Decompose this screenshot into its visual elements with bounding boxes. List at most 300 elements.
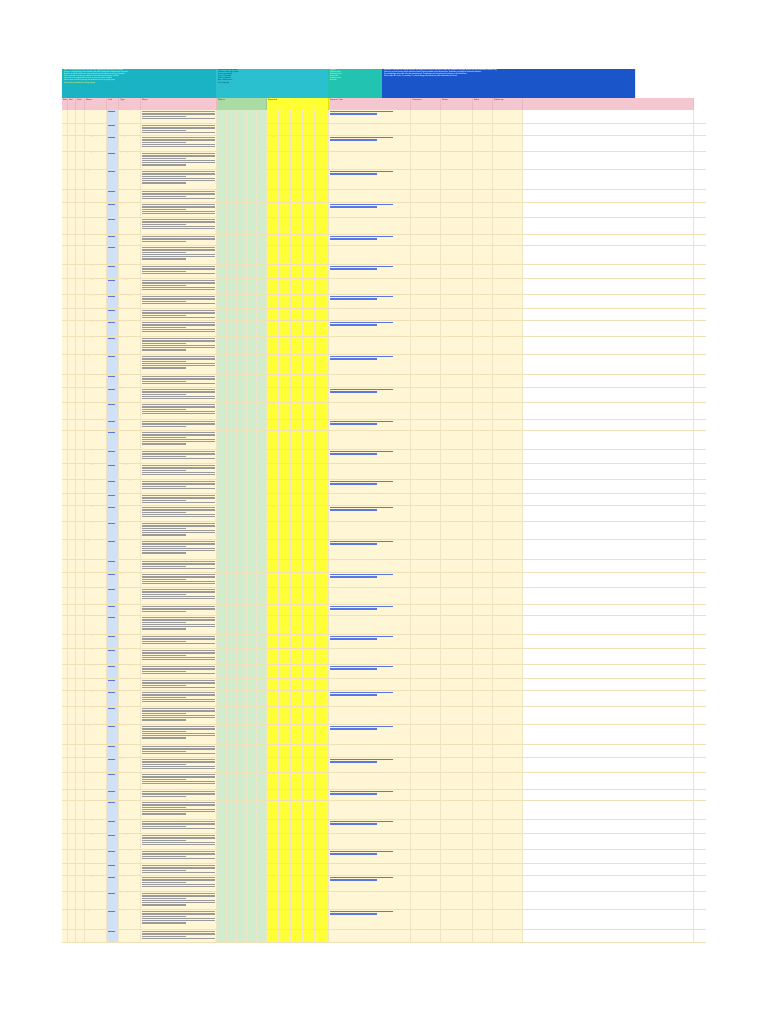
- cell-type[interactable]: Food: [119, 375, 141, 387]
- table-cell[interactable]: [411, 375, 441, 387]
- table-cell[interactable]: [291, 707, 303, 724]
- table-cell[interactable]: [315, 506, 329, 521]
- table-cell[interactable]: [76, 790, 85, 800]
- cell-status-code[interactable]: Active: [267, 864, 279, 875]
- cell-metric[interactable]: 3: [227, 480, 237, 493]
- cell-row-number[interactable]: 8: [62, 773, 68, 789]
- cell-reported[interactable]: 7: [279, 892, 291, 909]
- table-cell[interactable]: [303, 431, 315, 449]
- cell-metric[interactable]: 1: [257, 864, 267, 875]
- cell-row-number[interactable]: 6: [62, 930, 68, 942]
- cell-metric[interactable]: 1: [237, 834, 247, 849]
- cell-status[interactable]: Reference: [441, 635, 473, 648]
- cell-notes[interactable]: [141, 279, 217, 294]
- cell-metric[interactable]: 1: [227, 790, 237, 800]
- table-cell[interactable]: [473, 480, 493, 493]
- table-cell[interactable]: [523, 337, 694, 354]
- cell-status[interactable]: Reference: [441, 588, 473, 604]
- table-cell[interactable]: [411, 522, 441, 539]
- cell-notes[interactable]: [141, 152, 217, 169]
- table-cell[interactable]: [315, 679, 329, 690]
- cell-reported[interactable]: 3: [279, 309, 291, 320]
- table-cell[interactable]: [523, 679, 694, 690]
- cell-type[interactable]: Services: [119, 790, 141, 800]
- table-cell[interactable]: [411, 876, 441, 891]
- cell-status-code[interactable]: Active: [267, 170, 279, 189]
- cell-metric[interactable]: 4: [237, 820, 247, 833]
- cell-type[interactable]: Transport: [119, 910, 141, 929]
- table-cell[interactable]: [411, 707, 441, 724]
- cell-ref[interactable]: 6: [68, 540, 76, 559]
- table-cell[interactable]: [303, 649, 315, 664]
- cell-row-number[interactable]: 2: [62, 494, 68, 505]
- cell-link[interactable]: [107, 431, 119, 449]
- cell-metric[interactable]: 1: [257, 136, 267, 151]
- cell-source-link[interactable]: [329, 930, 411, 942]
- table-cell[interactable]: [473, 388, 493, 402]
- cell-metric[interactable]: 2: [217, 540, 227, 559]
- table-cell[interactable]: [291, 506, 303, 521]
- cell-notes[interactable]: [141, 864, 217, 875]
- cell-ref[interactable]: 2: [68, 773, 76, 789]
- table-cell[interactable]: [76, 321, 85, 336]
- cell-row-number[interactable]: 6: [62, 560, 68, 572]
- table-cell[interactable]: [493, 124, 523, 135]
- cell-metric[interactable]: 2: [217, 110, 227, 123]
- cell-type[interactable]: Chemicals: [119, 801, 141, 819]
- cell-type[interactable]: Food: [119, 560, 141, 572]
- cell-link[interactable]: [107, 616, 119, 634]
- cell-ref[interactable]: 3: [68, 930, 76, 942]
- cell-status[interactable]: Review: [441, 876, 473, 891]
- cell-metric[interactable]: 2: [247, 375, 257, 387]
- table-cell[interactable]: [493, 309, 523, 320]
- table-cell[interactable]: [493, 321, 523, 336]
- cell-notes[interactable]: [141, 218, 217, 234]
- cell-link[interactable]: [107, 420, 119, 430]
- cell-name[interactable]: Foods Ltd: [85, 745, 107, 757]
- table-cell[interactable]: [523, 190, 694, 202]
- cell-metric[interactable]: 1: [257, 605, 267, 615]
- table-cell[interactable]: [411, 725, 441, 744]
- cell-notes[interactable]: [141, 930, 217, 942]
- cell-link[interactable]: [107, 790, 119, 800]
- cell-status[interactable]: Review: [441, 506, 473, 521]
- cell-status-code[interactable]: Active: [267, 930, 279, 942]
- cell-notes[interactable]: [141, 745, 217, 757]
- table-cell[interactable]: [493, 337, 523, 354]
- table-cell[interactable]: [303, 506, 315, 521]
- table-cell[interactable]: [291, 790, 303, 800]
- cell-metric[interactable]: 1: [257, 649, 267, 664]
- cell-metric[interactable]: 1: [257, 190, 267, 202]
- table-row[interactable]: [62, 850, 706, 864]
- table-cell[interactable]: [493, 152, 523, 169]
- cell-type[interactable]: Industrial: [119, 450, 141, 463]
- cell-status-code[interactable]: Pending: [267, 691, 279, 706]
- cell-metric[interactable]: 1: [237, 420, 247, 430]
- cell-status[interactable]: Closed: [441, 745, 473, 757]
- cell-name[interactable]: Holdings group: [85, 136, 107, 151]
- cell-link[interactable]: [107, 246, 119, 264]
- table-cell[interactable]: [473, 190, 493, 202]
- table-cell[interactable]: [303, 910, 315, 929]
- cell-status-code[interactable]: Pending: [267, 136, 279, 151]
- cell-metric[interactable]: 1: [257, 850, 267, 863]
- table-cell[interactable]: [411, 190, 441, 202]
- cell-source-link[interactable]: [329, 588, 411, 604]
- cell-reported[interactable]: 9: [279, 850, 291, 863]
- cell-link[interactable]: [107, 170, 119, 189]
- cell-ref[interactable]: 1: [68, 790, 76, 800]
- cell-notes[interactable]: [141, 321, 217, 336]
- cell-source-link[interactable]: [329, 876, 411, 891]
- table-cell[interactable]: [315, 136, 329, 151]
- table-cell[interactable]: [303, 218, 315, 234]
- cell-metric[interactable]: 1: [217, 679, 227, 690]
- cell-metric[interactable]: 2: [247, 820, 257, 833]
- cell-type[interactable]: Chemicals: [119, 246, 141, 264]
- table-row[interactable]: [62, 265, 706, 279]
- table-cell[interactable]: [473, 745, 493, 757]
- cell-reported[interactable]: 14: [279, 773, 291, 789]
- cell-link[interactable]: [107, 136, 119, 151]
- cell-metric[interactable]: 3: [237, 930, 247, 942]
- table-cell[interactable]: [523, 834, 694, 849]
- table-cell[interactable]: [493, 820, 523, 833]
- cell-notes[interactable]: [141, 235, 217, 245]
- cell-ref[interactable]: 8: [68, 834, 76, 849]
- table-cell[interactable]: [493, 616, 523, 634]
- cell-status-code[interactable]: Active: [267, 635, 279, 648]
- table-cell[interactable]: [315, 930, 329, 942]
- cell-source-link[interactable]: [329, 834, 411, 849]
- cell-status[interactable]: Closed / filed: [441, 110, 473, 123]
- cell-ref[interactable]: 9: [68, 707, 76, 724]
- cell-ref[interactable]: 4: [68, 431, 76, 449]
- cell-notes[interactable]: [141, 850, 217, 863]
- cell-metric[interactable]: 1: [237, 279, 247, 294]
- table-cell[interactable]: [315, 790, 329, 800]
- cell-name[interactable]: Logistics: [85, 725, 107, 744]
- table-cell[interactable]: [523, 464, 694, 479]
- table-cell[interactable]: [493, 450, 523, 463]
- cell-reported[interactable]: 9: [279, 665, 291, 678]
- cell-source-link[interactable]: [329, 295, 411, 308]
- table-cell[interactable]: [411, 170, 441, 189]
- table-cell[interactable]: [291, 494, 303, 505]
- table-cell[interactable]: [411, 892, 441, 909]
- table-cell[interactable]: [473, 265, 493, 278]
- table-cell[interactable]: [291, 679, 303, 690]
- cell-row-number[interactable]: 3: [62, 506, 68, 521]
- cell-reported[interactable]: 4: [279, 834, 291, 849]
- cell-metric[interactable]: 1: [247, 850, 257, 863]
- cell-metric[interactable]: 2: [257, 892, 267, 909]
- cell-metric[interactable]: 1: [257, 295, 267, 308]
- table-cell[interactable]: [523, 773, 694, 789]
- cell-type[interactable]: Retail: [119, 124, 141, 135]
- cell-notes[interactable]: [141, 403, 217, 419]
- cell-metric[interactable]: 1: [257, 464, 267, 479]
- cell-metric[interactable]: 1: [257, 560, 267, 572]
- cell-reported[interactable]: 3: [279, 235, 291, 245]
- cell-metric[interactable]: 2: [257, 588, 267, 604]
- table-cell[interactable]: [411, 388, 441, 402]
- table-cell[interactable]: [291, 136, 303, 151]
- col-header-type[interactable]: Type: [119, 98, 141, 110]
- cell-metric[interactable]: 2: [227, 691, 237, 706]
- cell-metric[interactable]: 4: [237, 850, 247, 863]
- cell-name[interactable]: Foods Ltd: [85, 930, 107, 942]
- table-cell[interactable]: [76, 170, 85, 189]
- cell-name[interactable]: Trading Co.: [85, 707, 107, 724]
- table-cell[interactable]: [303, 679, 315, 690]
- table-cell[interactable]: [523, 321, 694, 336]
- table-cell[interactable]: [291, 431, 303, 449]
- col-header-no[interactable]: Row: [62, 98, 68, 110]
- cell-source-link[interactable]: [329, 665, 411, 678]
- table-cell[interactable]: [523, 820, 694, 833]
- table-cell[interactable]: [493, 295, 523, 308]
- cell-status-code[interactable]: Active: [267, 279, 279, 294]
- table-cell[interactable]: [523, 235, 694, 245]
- table-cell[interactable]: [411, 355, 441, 374]
- table-cell[interactable]: [523, 279, 694, 294]
- cell-metric[interactable]: 2: [257, 265, 267, 278]
- table-cell[interactable]: [76, 773, 85, 789]
- table-cell[interactable]: [315, 431, 329, 449]
- cell-metric[interactable]: 3: [237, 190, 247, 202]
- cell-notes[interactable]: [141, 295, 217, 308]
- table-cell[interactable]: [303, 665, 315, 678]
- table-cell[interactable]: [473, 773, 493, 789]
- cell-name[interactable]: Company name: [85, 850, 107, 863]
- table-cell[interactable]: [76, 540, 85, 559]
- table-cell[interactable]: [523, 110, 694, 123]
- cell-ref[interactable]: 2: [68, 403, 76, 419]
- table-cell[interactable]: [473, 295, 493, 308]
- cell-row-number[interactable]: 4: [62, 522, 68, 539]
- table-cell[interactable]: [411, 450, 441, 463]
- cell-status-code[interactable]: Active: [267, 152, 279, 169]
- table-cell[interactable]: [303, 522, 315, 539]
- cell-ref[interactable]: 8: [68, 649, 76, 664]
- cell-notes[interactable]: [141, 573, 217, 587]
- cell-notes[interactable]: [141, 136, 217, 151]
- table-cell[interactable]: [473, 235, 493, 245]
- table-cell[interactable]: [411, 295, 441, 308]
- cell-metric[interactable]: 4: [227, 707, 237, 724]
- table-cell[interactable]: [493, 930, 523, 942]
- cell-status[interactable]: Reference: [441, 388, 473, 402]
- cell-source-link[interactable]: [329, 431, 411, 449]
- cell-type[interactable]: Holding: [119, 506, 141, 521]
- cell-name[interactable]: Trading Co.: [85, 152, 107, 169]
- cell-notes[interactable]: [141, 540, 217, 559]
- cell-link[interactable]: [107, 218, 119, 234]
- cell-name[interactable]: Logistics: [85, 540, 107, 559]
- cell-type[interactable]: Retail: [119, 309, 141, 320]
- table-row[interactable]: [62, 820, 706, 834]
- table-cell[interactable]: [291, 588, 303, 604]
- cell-metric[interactable]: 1: [237, 170, 247, 189]
- table-cell[interactable]: [291, 480, 303, 493]
- cell-name[interactable]: Textiles: [85, 203, 107, 217]
- cell-reported[interactable]: 2: [279, 203, 291, 217]
- cell-status[interactable]: Closed: [441, 190, 473, 202]
- table-cell[interactable]: [493, 355, 523, 374]
- cell-row-number[interactable]: 8: [62, 588, 68, 604]
- cell-status-code[interactable]: Active: [267, 573, 279, 587]
- table-cell[interactable]: [523, 403, 694, 419]
- cell-ref[interactable]: 4: [68, 616, 76, 634]
- cell-row-number[interactable]: 2: [62, 124, 68, 135]
- table-cell[interactable]: [473, 420, 493, 430]
- table-cell[interactable]: [523, 450, 694, 463]
- cell-row-number[interactable]: 6: [62, 375, 68, 387]
- cell-name[interactable]: Holdings group: [85, 506, 107, 521]
- cell-name[interactable]: Company name: [85, 480, 107, 493]
- cell-source-link[interactable]: [329, 758, 411, 772]
- table-cell[interactable]: [523, 616, 694, 634]
- cell-metric[interactable]: 3: [217, 246, 227, 264]
- cell-metric[interactable]: 1: [257, 679, 267, 690]
- cell-notes[interactable]: [141, 790, 217, 800]
- col-header-reported[interactable]: Reported: [267, 98, 329, 110]
- cell-ref[interactable]: 7: [68, 295, 76, 308]
- cell-metric[interactable]: 2: [257, 635, 267, 648]
- cell-status-code[interactable]: Active: [267, 522, 279, 539]
- cell-metric[interactable]: 1: [257, 170, 267, 189]
- cell-status[interactable]: Closed: [441, 649, 473, 664]
- table-cell[interactable]: [411, 820, 441, 833]
- table-cell[interactable]: [303, 124, 315, 135]
- cell-source-link[interactable]: [329, 522, 411, 539]
- cell-metric[interactable]: 3: [247, 506, 257, 521]
- table-cell[interactable]: [315, 464, 329, 479]
- cell-metric[interactable]: 6: [217, 403, 227, 419]
- cell-reported[interactable]: 9: [279, 480, 291, 493]
- table-cell[interactable]: [291, 745, 303, 757]
- cell-source-link[interactable]: [329, 110, 411, 123]
- cell-metric[interactable]: 4: [237, 665, 247, 678]
- table-cell[interactable]: [411, 573, 441, 587]
- cell-row-number[interactable]: 12: [62, 649, 68, 664]
- table-cell[interactable]: [473, 691, 493, 706]
- table-cell[interactable]: [411, 605, 441, 615]
- table-cell[interactable]: [411, 420, 441, 430]
- cell-metric[interactable]: 1: [257, 203, 267, 217]
- cell-metric[interactable]: 1: [247, 707, 257, 724]
- cell-status-code[interactable]: Active: [267, 560, 279, 572]
- cell-metric[interactable]: 1: [257, 431, 267, 449]
- table-cell[interactable]: [523, 745, 694, 757]
- cell-metric[interactable]: 2: [247, 616, 257, 634]
- cell-row-number[interactable]: 3: [62, 876, 68, 891]
- table-cell[interactable]: [315, 388, 329, 402]
- cell-type[interactable]: Food: [119, 745, 141, 757]
- table-cell[interactable]: [411, 930, 441, 942]
- cell-name[interactable]: Trading Co.: [85, 892, 107, 909]
- cell-ref[interactable]: 6: [68, 170, 76, 189]
- table-cell[interactable]: [493, 834, 523, 849]
- cell-type[interactable]: Packaging: [119, 834, 141, 849]
- cell-status-code[interactable]: Active: [267, 235, 279, 245]
- table-cell[interactable]: [493, 892, 523, 909]
- table-cell[interactable]: [303, 494, 315, 505]
- cell-link[interactable]: [107, 635, 119, 648]
- table-cell[interactable]: [411, 850, 441, 863]
- cell-metric[interactable]: 3: [217, 707, 227, 724]
- table-row[interactable]: [62, 790, 706, 801]
- table-cell[interactable]: [473, 124, 493, 135]
- cell-metric[interactable]: 2: [227, 679, 237, 690]
- table-cell[interactable]: [291, 375, 303, 387]
- table-cell[interactable]: [76, 665, 85, 678]
- cell-status-code[interactable]: Active: [267, 110, 279, 123]
- cell-metric[interactable]: 4: [237, 450, 247, 463]
- table-cell[interactable]: [493, 522, 523, 539]
- cell-metric[interactable]: 2: [247, 190, 257, 202]
- table-cell[interactable]: [76, 124, 85, 135]
- cell-metric[interactable]: 3: [227, 745, 237, 757]
- cell-notes[interactable]: [141, 265, 217, 278]
- table-cell[interactable]: [523, 573, 694, 587]
- cell-reported[interactable]: 12: [279, 506, 291, 521]
- cell-name[interactable]: Brand: [85, 309, 107, 320]
- cell-source-link[interactable]: [329, 790, 411, 800]
- cell-status[interactable]: Reference: [441, 573, 473, 587]
- cell-status[interactable]: Reference: [441, 522, 473, 539]
- cell-metric[interactable]: 2: [217, 605, 227, 615]
- cell-row-number[interactable]: 4: [62, 337, 68, 354]
- col-header-source[interactable]: Source / Link: [329, 98, 411, 110]
- cell-metric[interactable]: 4: [217, 745, 227, 757]
- cell-metric[interactable]: 2: [257, 337, 267, 354]
- table-cell[interactable]: [315, 665, 329, 678]
- table-row[interactable]: [62, 218, 706, 235]
- cell-name[interactable]: Packaging: [85, 279, 107, 294]
- cell-reported[interactable]: 9: [279, 110, 291, 123]
- table-cell[interactable]: [315, 801, 329, 819]
- table-cell[interactable]: [411, 337, 441, 354]
- table-cell[interactable]: [76, 203, 85, 217]
- cell-metric[interactable]: 4: [227, 450, 237, 463]
- table-cell[interactable]: [411, 560, 441, 572]
- cell-metric[interactable]: 2: [227, 834, 237, 849]
- cell-notes[interactable]: [141, 876, 217, 891]
- table-row[interactable]: [62, 930, 706, 943]
- cell-link[interactable]: [107, 152, 119, 169]
- cell-ref[interactable]: 7: [68, 265, 76, 278]
- cell-metric[interactable]: 1: [257, 279, 267, 294]
- cell-status-code[interactable]: Active: [267, 801, 279, 819]
- table-cell[interactable]: [473, 450, 493, 463]
- table-cell[interactable]: [473, 850, 493, 863]
- cell-source-link[interactable]: [329, 403, 411, 419]
- cell-link[interactable]: [107, 745, 119, 757]
- table-cell[interactable]: [76, 464, 85, 479]
- table-cell[interactable]: [411, 110, 441, 123]
- cell-notes[interactable]: [141, 480, 217, 493]
- cell-ref[interactable]: 9: [68, 892, 76, 909]
- cell-notes[interactable]: [141, 560, 217, 572]
- table-cell[interactable]: [76, 190, 85, 202]
- table-cell[interactable]: [493, 635, 523, 648]
- cell-status-code[interactable]: Pending: [267, 588, 279, 604]
- cell-metric[interactable]: 5: [217, 876, 227, 891]
